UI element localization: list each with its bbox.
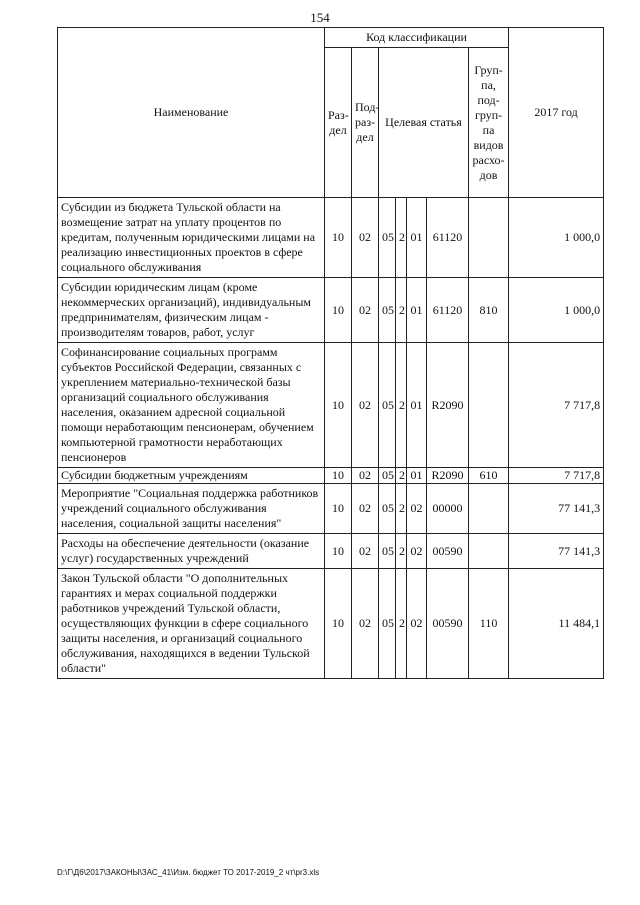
table-row: [58, 278, 604, 343]
row-podrazdel: 02: [352, 484, 379, 534]
row-razdel: 10: [325, 278, 352, 343]
row-razdel: 10: [325, 534, 352, 569]
row-name: Субсидии из бюджета Тульской области на возмещение затрат на уплату процентов по кредитам, полученным юридическими лицами на реализацию инвестиционных проектов в сфере социального обслуживания: [58, 198, 325, 278]
row-target-2: 2: [396, 484, 407, 534]
row-target-4: R2090: [427, 468, 469, 484]
header-target: Целевая статья: [379, 48, 469, 198]
row-target-3: 01: [407, 278, 427, 343]
row-razdel: 10: [325, 569, 352, 679]
row-group: 610: [469, 468, 509, 484]
row-target-3: 02: [407, 534, 427, 569]
table-row: [58, 569, 604, 679]
row-amount: 11 484,1: [509, 569, 604, 679]
row-target-2: 2: [396, 534, 407, 569]
row-target-3: 01: [407, 343, 427, 468]
row-target-2: 2: [396, 278, 407, 343]
row-group: [469, 484, 509, 534]
table-row: [58, 484, 604, 534]
row-amount: 7 717,8: [509, 343, 604, 468]
header-razdel: Раз-дел: [325, 48, 352, 198]
row-target-1: 05: [379, 468, 396, 484]
row-group: [469, 343, 509, 468]
row-razdel: 10: [325, 198, 352, 278]
row-amount: 77 141,3: [509, 534, 604, 569]
row-target-1: 05: [379, 343, 396, 468]
row-podrazdel: 02: [352, 343, 379, 468]
row-target-1: 05: [379, 198, 396, 278]
row-podrazdel: 02: [352, 569, 379, 679]
row-target-4: R2090: [427, 343, 469, 468]
row-target-4: 00590: [427, 569, 469, 679]
row-target-2: 2: [396, 569, 407, 679]
row-target-3: 02: [407, 484, 427, 534]
row-target-3: 01: [407, 468, 427, 484]
row-amount: 1 000,0: [509, 198, 604, 278]
row-podrazdel: 02: [352, 278, 379, 343]
row-target-4: 00000: [427, 484, 469, 534]
row-podrazdel: 02: [352, 198, 379, 278]
header-podrazdel: Под-раз-дел: [352, 48, 379, 198]
row-podrazdel: 02: [352, 534, 379, 569]
file-path-footer: D:\Г\Д6\2017\ЗАКОНЫ\ЗАС_41\Изм. бюджет ТО 2017-2019_2 чт\pr3.xls: [57, 868, 320, 877]
row-group: [469, 534, 509, 569]
row-target-2: 2: [396, 468, 407, 484]
row-group: 810: [469, 278, 509, 343]
row-podrazdel: 02: [352, 468, 379, 484]
row-target-2: 2: [396, 198, 407, 278]
header-row-top: [58, 28, 604, 48]
row-name: Расходы на обеспечение деятельности (оказание услуг) государственных учреждений: [58, 534, 325, 569]
row-amount: 7 717,8: [509, 468, 604, 484]
table-row: [58, 343, 604, 468]
row-group: [469, 198, 509, 278]
header-year: 2017 год: [509, 28, 604, 198]
row-target-4: 61120: [427, 278, 469, 343]
row-target-1: 05: [379, 484, 396, 534]
row-name: Закон Тульской области "О дополнительных гарантиях и мерах социальной поддержки работников учреждений Тульской области, осуществляющих функции в сфере социального защиты населения, и организаций социального обслуживания, находящихся в ведении Тульской области": [58, 569, 325, 679]
row-target-1: 05: [379, 278, 396, 343]
table-row: [58, 198, 604, 278]
row-name: Мероприятие "Социальная поддержка работников учреждений социального обслуживания населения, социальной защиты населения": [58, 484, 325, 534]
table-row: [58, 468, 604, 484]
row-name: Субсидии юридическим лицам (кроме некоммерческих организаций), индивидуальным предпринимателям, физическим лицам - производителям товаров, работ, услуг: [58, 278, 325, 343]
row-target-1: 05: [379, 534, 396, 569]
row-target-4: 00590: [427, 534, 469, 569]
header-name: Наименование: [58, 28, 325, 198]
row-target-3: 01: [407, 198, 427, 278]
budget-table: [57, 27, 604, 679]
row-target-3: 02: [407, 569, 427, 679]
row-amount: 77 141,3: [509, 484, 604, 534]
row-target-2: 2: [396, 343, 407, 468]
header-code-group: Код классификации: [325, 28, 509, 48]
row-amount: 1 000,0: [509, 278, 604, 343]
row-name: Софинансирование социальных программ субъектов Российской Федерации, связанных с укреплением материально-технической базы организаций социального обслуживания населения, оказанием адресной социальной помощи неработающим пенсионерам, обучением компьютерной грамотности неработающих пенсионеров: [58, 343, 325, 468]
row-target-4: 61120: [427, 198, 469, 278]
row-razdel: 10: [325, 484, 352, 534]
row-name: Субсидии бюджетным учреждениям: [58, 468, 325, 484]
header-group: Груп-па, под-груп-па видов расхо-дов: [469, 48, 509, 198]
row-razdel: 10: [325, 468, 352, 484]
row-target-1: 05: [379, 569, 396, 679]
row-razdel: 10: [325, 343, 352, 468]
table-row: [58, 534, 604, 569]
row-group: 110: [469, 569, 509, 679]
page-number: 154: [310, 10, 330, 25]
